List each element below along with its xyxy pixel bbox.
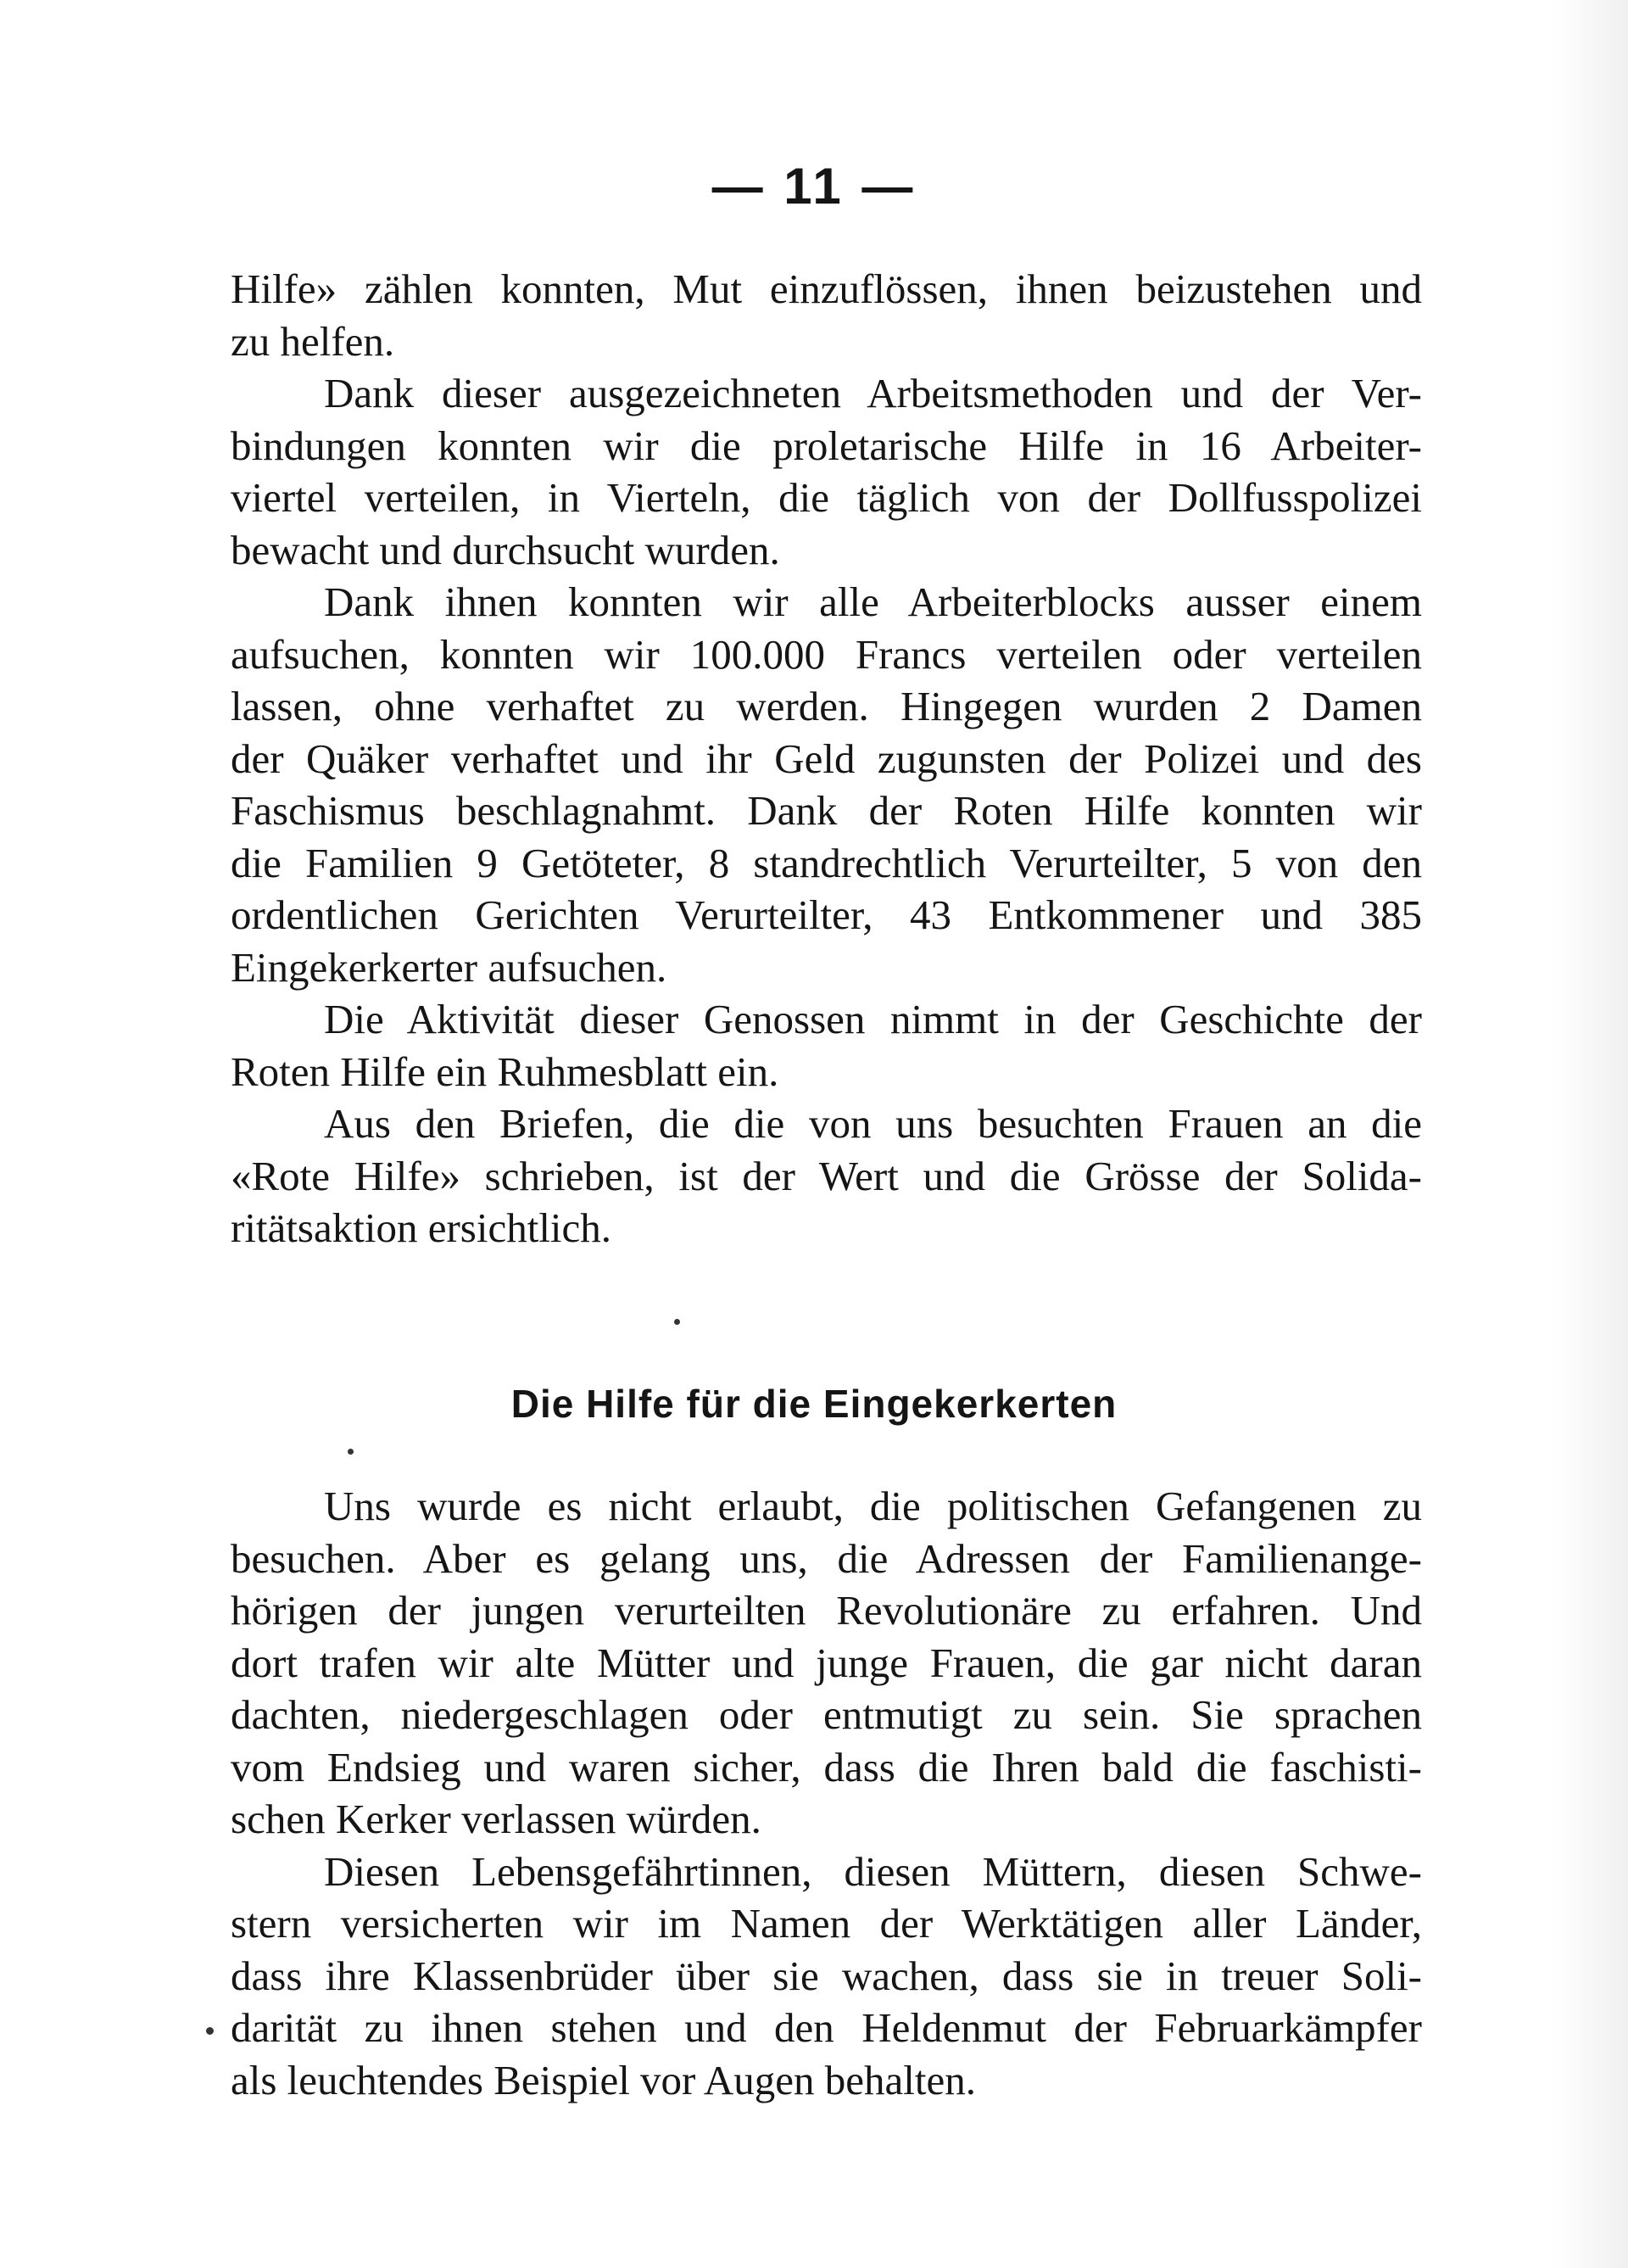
text-line: Faschismus beschlagnahmt. Dank der Roten Hilfe konnten wir xyxy=(231,787,1422,834)
body-text-top xyxy=(231,263,1422,1254)
section-heading: Die Hilfe für die Eingekerkerten xyxy=(510,1382,1118,1426)
text-line: besuchen. Aber es gelang uns, die Adressen der Familienange- xyxy=(231,1534,1422,1582)
text-line: viertel verteilen, in Vierteln, die täglich von der Dollfusspolizei xyxy=(231,474,1422,521)
text-line: bewacht und durchsucht wurden. xyxy=(231,526,780,573)
text-line: «Rote Hilfe» schrieben, ist der Wert und die Grösse der Solida- xyxy=(231,1152,1422,1199)
text-line: dort trafen wir alte Mütter und junge Frauen, die gar nicht daran xyxy=(231,1639,1422,1686)
text-line: ritätsaktion ersichtlich. xyxy=(231,1204,612,1251)
print-speck xyxy=(206,2027,214,2035)
text-line: Diesen Lebensgefährtinnen, diesen Müttern, diesen Schwe- xyxy=(324,1847,1422,1895)
print-speck xyxy=(674,1319,680,1325)
text-line: dachten, niedergeschlagen oder entmutigt zu sein. Sie sprachen xyxy=(231,1691,1422,1738)
text-line: Dank dieser ausgezeichneten Arbeitsmethoden und der Ver- xyxy=(324,370,1422,416)
text-line: schen Kerker verlassen würden. xyxy=(231,1796,761,1842)
text-line: lassen, ohne verhaftet zu werden. Hingegen wurden 2 Damen xyxy=(231,683,1422,729)
text-line: zu helfen. xyxy=(231,317,395,365)
text-line: Aus den Briefen, die die von uns besuchten Frauen an die xyxy=(324,1100,1422,1147)
text-line: als leuchtendes Beispiel vor Augen behalten. xyxy=(231,2056,977,2103)
text-line: Roten Hilfe ein Ruhmesblatt ein. xyxy=(231,1047,779,1095)
text-line: Uns wurde es nicht erlaubt, die politischen Gefangenen zu xyxy=(324,1483,1422,1529)
body-text-bottom xyxy=(231,1480,1422,2106)
text-line: Dank ihnen konnten wir alle Arbeiterblocks ausser einem xyxy=(324,578,1422,625)
text-line: die Familien 9 Getöteter, 8 standrechtlich Verurteilter, 5 von den xyxy=(231,839,1422,886)
text-line: dass ihre Klassenbrüder über sie wachen, dass sie in treuer Soli- xyxy=(231,1952,1422,1999)
text-line: Hilfe» zählen konnten, Mut einzuflössen, ihnen beizustehen und xyxy=(231,265,1422,312)
text-line: hörigen der jungen verurteilten Revolutionäre zu erfahren. Und xyxy=(231,1587,1422,1634)
text-line: aufsuchen, konnten wir 100.000 Francs verteilen oder verteilen xyxy=(231,630,1422,678)
text-line: Die Aktivität dieser Genossen nimmt in der Geschichte der xyxy=(324,996,1422,1042)
text-line: Eingekerkerter aufsuchen. xyxy=(231,943,667,991)
text-line: ordentlichen Gerichten Verurteilter, 43 Entkommener und 385 xyxy=(231,891,1422,938)
text-line: stern versicherten wir im Namen der Werktätigen aller Länder, xyxy=(231,1900,1422,1947)
text-line: bindungen konnten wir die proletarische Hilfe in 16 Arbeiter- xyxy=(231,422,1422,469)
text-line: vom Endsieg und waren sicher, dass die Ihren bald die faschisti- xyxy=(231,1743,1422,1790)
text-line: darität zu ihnen stehen und den Heldenmut der Februarkämpfer xyxy=(231,2004,1422,2051)
page-edge-shadow xyxy=(1552,0,1628,2268)
text-line: der Quäker verhaftet und ihr Geld zugunsten der Polizei und des xyxy=(231,735,1422,782)
print-speck xyxy=(348,1449,354,1455)
page-number: — 11 — xyxy=(711,158,917,215)
